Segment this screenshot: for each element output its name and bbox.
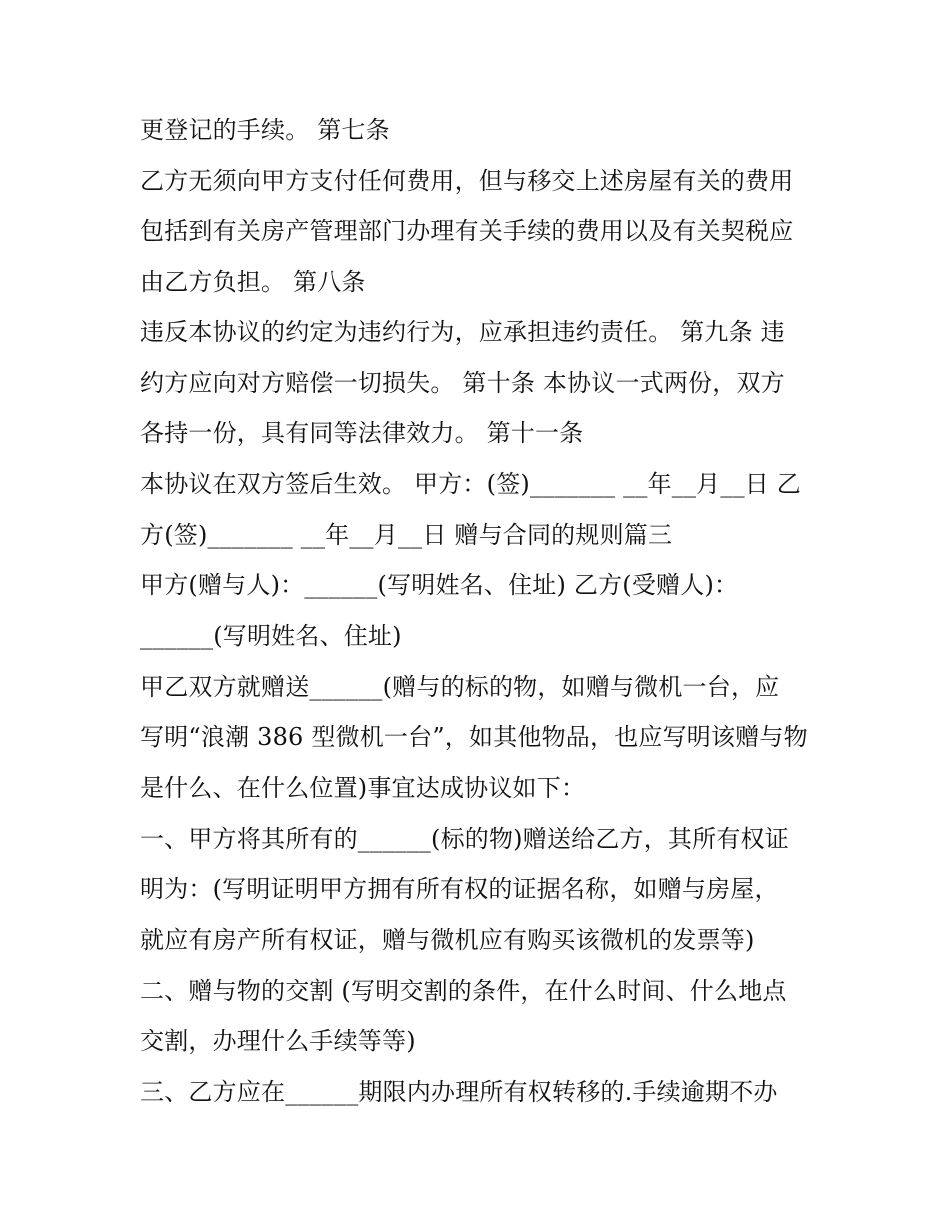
text-line: 违反本协议的约定为违约行为，应承担违约责任。 第九条 违 [140,318,785,346]
text-line: 方(签)_______ __年__月__日 赠与合同的规则篇三 [140,521,673,549]
text-line: 一、甲方将其所有的______(标的物)赠送给乙方，其所有权证 [140,825,789,853]
text-line: 约方应向对方赔偿一切损失。 第十条 本协议一式两份，双方 [140,369,785,397]
text-line: 甲方(赠与人)：______(写明姓名、住址) 乙方(受赠人)： [140,571,739,599]
text-line: 乙方无须向甲方支付任何费用，但与移交上述房屋有关的费用 [140,167,794,195]
text-line: 各持一份，具有同等法律效力。 第十一条 [140,419,584,447]
text-line: ______(写明姓名、住址) [140,622,402,650]
text-line: 由乙方负担。 第八条 [140,268,366,296]
text-line: 更登记的手续。 第七条 [140,116,390,144]
text-line: 本协议在双方签后生效。 甲方：(签)_______ __年__月__日 乙 [140,470,802,498]
text-line: 就应有房产所有权证，赠与微机应有购买该微机的发票等) [140,926,755,954]
text-line: 交割，办理什么手续等等) [140,1027,416,1055]
text-line: 写明“浪潮 386 型微机一台”，如其他物品，也应写明该赠与物 [140,723,808,751]
text-line: 包括到有关房产管理部门办理有关手续的费用以及有关契税应 [140,217,794,245]
text-line: 三、乙方应在______期限内办理所有权转移的.手续逾期不办 [140,1078,778,1106]
text-line: 是什么、在什么位置)事宜达成协议如下： [140,774,586,802]
text-line: 甲乙双方就赠送______(赠与的标的物，如赠与微机一台，应 [140,673,780,701]
text-line: 明为：(写明证明甲方拥有所有权的证据名称，如赠与房屋， [140,875,779,903]
text-line: 二、赠与物的交割 (写明交割的条件，在什么时间、什么地点 [140,977,787,1005]
